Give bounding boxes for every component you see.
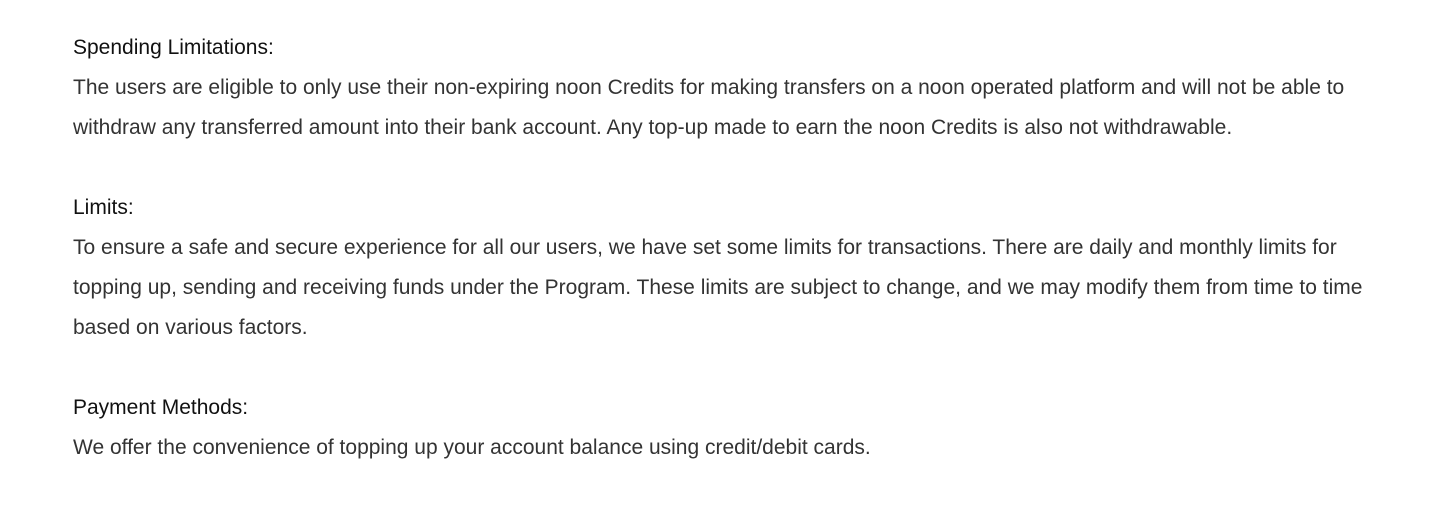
terms-content [73, 28, 1373, 468]
section-body: To ensure a safe and secure experience for all our users, we have set some limits for transactions. There are daily and monthly limits for topping up, sending and receiving funds under the Program. These limits are subject to change, and we may modify them from time to time based on various factors. [73, 236, 1363, 339]
section-payment-methods [73, 388, 1373, 468]
section-body: We offer the convenience of topping up your account balance using credit/debit cards. [73, 436, 871, 459]
section-heading: Limits: [73, 196, 134, 219]
section-heading: Spending Limitations: [73, 36, 274, 59]
section-heading: Payment Methods: [73, 396, 249, 419]
section-limits [73, 188, 1373, 348]
section-body: The users are eligible to only use their non-expiring noon Credits for making transfers on a noon operated platform and will not be able to withdraw any transferred amount into their bank account. Any top-up made to earn the noon Credits is also not withdrawable. [73, 76, 1345, 139]
section-spending-limitations [73, 28, 1373, 148]
